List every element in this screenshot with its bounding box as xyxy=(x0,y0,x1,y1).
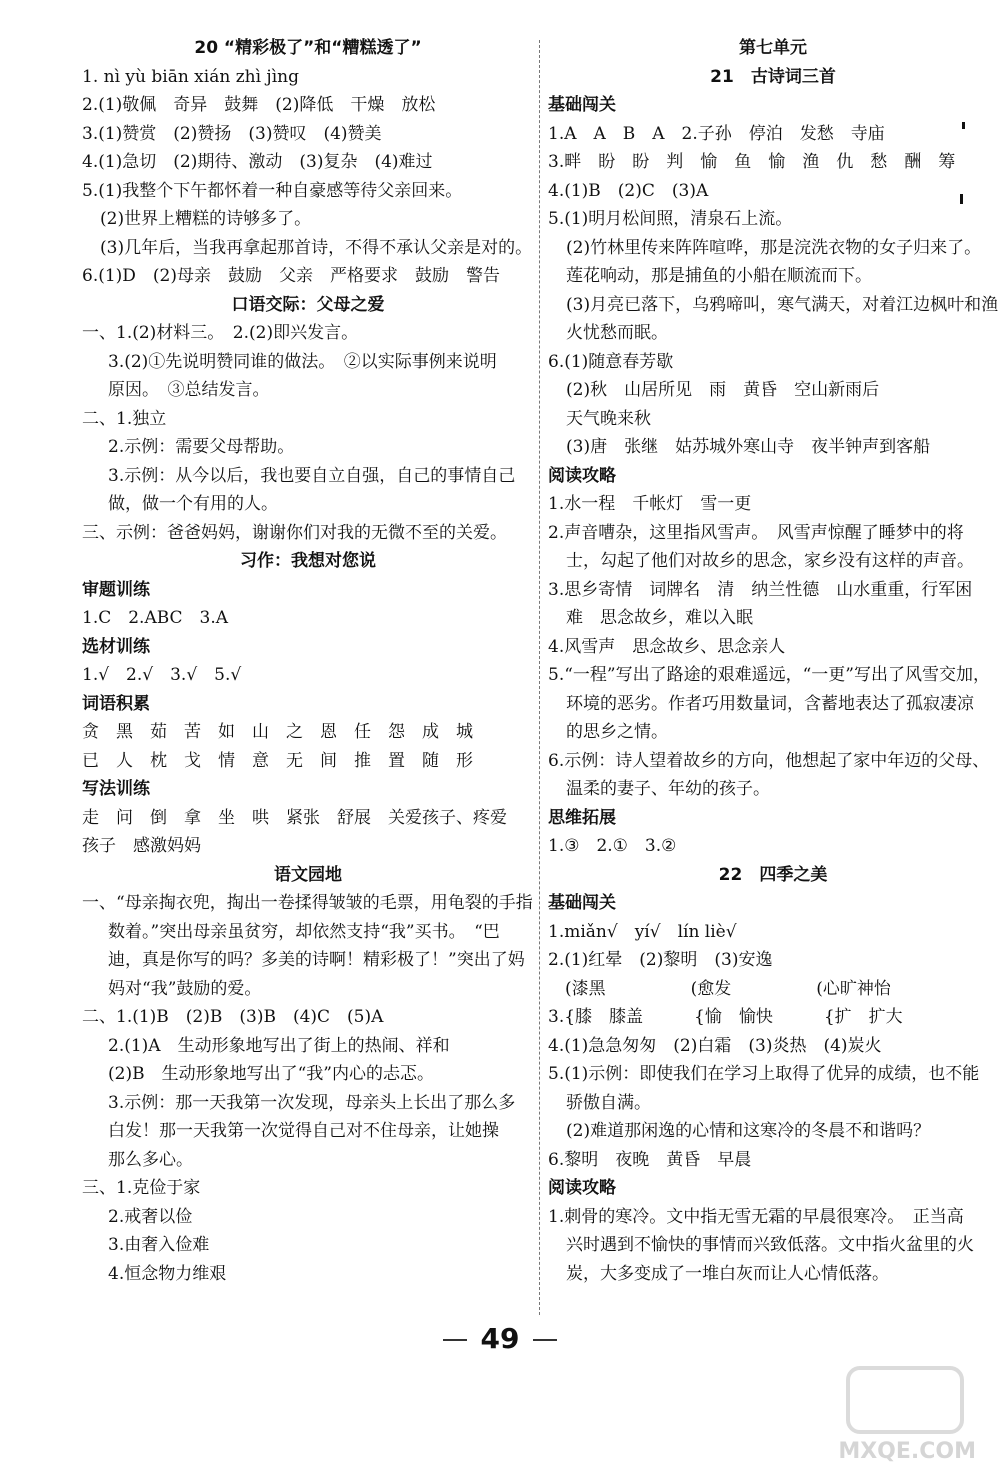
left-line: 二、1.(1)B (2)B (3)B (4)C (5)A xyxy=(82,1007,384,1027)
left-line: 一、“母亲掏衣兜，掏出一卷揉得皱皱的毛票，用龟裂的手指 xyxy=(82,893,533,913)
right-column xyxy=(548,34,998,1288)
right-line: 6.(1)随意春芳歇 xyxy=(548,351,674,372)
right-line: 6.黎明 夜晚 黄昏 早晨 xyxy=(548,1149,752,1170)
left-line: 6.(1)D (2)母亲 鼓励 父亲 严格要求 鼓励 警告 xyxy=(82,266,501,286)
right-subheading: 阅读攻略 xyxy=(548,465,616,486)
left-line: 2.戒奢以俭 xyxy=(108,1206,193,1227)
left-line: 1. nì yù biān xián zhì jìng xyxy=(82,66,299,87)
left-line: 3.(1)赞赏 (2)赞扬 (3)赞叹 (4)赞美 xyxy=(82,123,382,144)
right-line: 3.思乡寄情 词牌名 清 纳兰性德 山水重重，行军困 xyxy=(548,579,973,600)
left-line: 迪，真是你写的吗？多美的诗啊！精彩极了！”突出了妈 xyxy=(108,950,525,970)
left-line: 做，做一个有用的人。 xyxy=(108,494,278,514)
left-line: 5.(1)我整个下午都怀着一种自豪感等待父亲回来。 xyxy=(82,180,463,201)
left-line: 二、1.独立 xyxy=(82,408,167,429)
left-line: 已 人 枕 戈 情 意 无 间 推 置 随 形 xyxy=(82,750,473,771)
left-line: 妈对“我”鼓励的爱。 xyxy=(108,978,262,999)
right-subheading: 思维拓展 xyxy=(548,807,616,828)
left-line: (2)世界上糟糕的诗够多了。 xyxy=(100,209,312,229)
left-line: 一、1.(2)材料三。 2.(2)即兴发言。 xyxy=(82,323,359,343)
right-line: 5.“一程”写出了路途的艰难遥远，“一更”写出了风雪交加， xyxy=(548,665,990,685)
right-line: 温柔的妻子、年幼的孩子。 xyxy=(566,779,770,799)
right-line: 2.声音嘈杂，这里指风雪声。 风雪声惊醒了睡梦中的将 xyxy=(548,522,964,543)
left-line: 数着。”突出母亲虽贫穷，却依然支持“我”买书。 “巴 xyxy=(108,921,500,942)
left-line: 2.(1)A 生动形象地写出了街上的热闹、祥和 xyxy=(108,1035,450,1056)
right-line: 3.{膝 膝盖 {愉 愉快 {扩 扩大 xyxy=(548,1007,903,1027)
right-line: 1.A A B A 2.子孙 停泊 发愁 寺庙 xyxy=(548,123,885,144)
right-line: 难 思念故乡，难以入眠 xyxy=(566,608,753,628)
scan-speck xyxy=(960,194,963,204)
right-line: (2)竹林里传来阵阵喧哗，那是浣洗衣物的女子归来了。 xyxy=(566,237,982,258)
right-line: 士，勾起了他们对故乡的思念，家乡没有这样的声音。 xyxy=(566,551,974,571)
right-line: 火忧愁而眠。 xyxy=(566,323,668,343)
left-subheading: 词语积累 xyxy=(82,693,150,714)
left-line: 白发！那一天我第一次觉得自己对不住母亲，让她操 xyxy=(108,1121,499,1141)
left-line: 4.(1)急切 (2)期待、激动 (3)复杂 (4)难过 xyxy=(82,152,433,172)
left-section-title: 20 “精彩极了”和“糟糕透了” xyxy=(194,38,422,58)
right-line: 的思乡之情。 xyxy=(566,722,668,742)
scan-speck xyxy=(962,122,965,129)
page-number: 49 xyxy=(480,1322,520,1355)
column-divider xyxy=(539,40,540,1315)
left-subheading: 写法训练 xyxy=(82,779,150,799)
left-line: 贪 黑 茹 苦 如 山 之 恩 任 怨 成 城 xyxy=(82,722,473,742)
left-line: 原因。 ③总结发言。 xyxy=(108,380,270,400)
left-line: 3.(2)①先说明赞同谁的做法。 ②以实际事例来说明 xyxy=(108,351,497,372)
right-line: 天气晚来秋 xyxy=(566,408,651,429)
left-line: (2)B 生动形象地写出了“我”内心的忐忑。 xyxy=(108,1064,434,1084)
right-line: (漆黑 (愈发 (心旷神怡 xyxy=(548,978,891,999)
right-subheading: 基础闯关 xyxy=(548,893,616,913)
right-line: (2)秋 山居所见 雨 黄昏 空山新雨后 xyxy=(566,380,880,400)
right-line: (2)难道那闲逸的心情和这寒冷的冬晨不和谐吗？ xyxy=(566,1121,931,1141)
right-line: 1.刺骨的寒冷。文中指无雪无霜的早晨很寒冷。 正当高 xyxy=(548,1206,964,1227)
right-line: 4.(1)急急匆匆 (2)白霜 (3)炎热 (4)炭火 xyxy=(548,1035,882,1056)
left-subheading: 审题训练 xyxy=(82,579,150,600)
left-line: 1.√ 2.√ 3.√ 5.√ xyxy=(82,665,242,685)
left-section-title: 口语交际：父母之爱 xyxy=(231,294,385,315)
left-line: 走 问 倒 拿 坐 哄 紧张 舒展 关爱孩子、疼爱 xyxy=(82,807,507,828)
left-line: 2.(1)敬佩 奇异 鼓舞 (2)降低 干燥 放松 xyxy=(82,95,436,115)
right-line: 1.miǎn√ yí√ lín liè√ xyxy=(548,921,737,942)
left-line: 3.由奢入俭难 xyxy=(108,1235,210,1255)
left-line: 1.C 2.ABC 3.A xyxy=(82,608,229,628)
watermark-logo xyxy=(826,1364,976,1464)
right-line: 2.(1)红晕 (2)黎明 (3)安逸 xyxy=(548,950,773,970)
right-line: 5.(1)明月松间照，清泉石上流。 xyxy=(548,209,793,229)
left-line: 3.示例：那一天我第一次发现，母亲头上长出了那么多 xyxy=(108,1092,516,1113)
right-line: (3)月亮已落下，乌鸦啼叫，寒气满天，对着江边枫叶和渔 xyxy=(566,294,998,315)
right-line: 骄傲自满。 xyxy=(566,1092,651,1113)
left-line: 4.恒念物力维艰 xyxy=(108,1263,227,1284)
left-section-title: 习作：我想对您说 xyxy=(240,551,376,571)
left-line: 三、1.克俭于家 xyxy=(82,1178,201,1198)
right-section-title: 21 古诗词三首 xyxy=(710,66,836,87)
right-line: 3.畔 盼 盼 判 愉 鱼 愉 渔 仇 愁 酬 筹 xyxy=(548,152,956,172)
left-line: 三、示例：爸爸妈妈，谢谢你们对我的无微不至的关爱。 xyxy=(82,522,507,543)
left-line: 那么多心。 xyxy=(108,1149,193,1170)
right-line: 5.(1)示例：即使我们在学习上取得了优异的成绩，也不能 xyxy=(548,1064,980,1084)
right-line: 4.(1)B (2)C (3)A xyxy=(548,180,709,201)
left-line: 3.示例：从今以后，我也要自立自强，自己的事情自己 xyxy=(108,465,516,486)
left-subheading: 选材训练 xyxy=(82,636,150,657)
page-footer xyxy=(0,1322,1000,1355)
right-line: 莲花响动，那是捕鱼的小船在顺流而下。 xyxy=(566,266,872,286)
right-line: (3)唐 张继 姑苏城外寒山寺 夜半钟声到客船 xyxy=(566,437,931,457)
left-line: 孩子 感激妈妈 xyxy=(82,836,201,856)
left-section-title: 语文园地 xyxy=(274,864,342,885)
right-line: 1.③ 2.① 3.② xyxy=(548,836,677,856)
right-section-title: 22 四季之美 xyxy=(718,864,828,885)
right-subheading: 基础闯关 xyxy=(548,95,616,115)
right-subheading: 阅读攻略 xyxy=(548,1178,616,1198)
right-line: 兴时遇到不愉快的事情而兴致低落。文中指火盆里的火 xyxy=(566,1235,974,1255)
right-line: 1.水一程 千帐灯 雪一更 xyxy=(548,494,752,514)
right-line: 环境的恶劣。作者巧用数量词，含蓄地表达了孤寂凄凉 xyxy=(566,693,974,714)
right-line: 6.示例：诗人望着故乡的方向，他想起了家中年迈的父母、 xyxy=(548,750,990,771)
left-column xyxy=(82,34,534,1288)
right-line: 炭，大多变成了一堆白灰而让人心情低落。 xyxy=(566,1263,889,1284)
left-dash xyxy=(443,1339,467,1341)
right-section-title: 第七单元 xyxy=(739,38,807,58)
watermark-icon xyxy=(846,1366,964,1434)
left-line: (3)几年后，当我再拿起那首诗，不得不承认父亲是对的。 xyxy=(100,237,533,258)
right-line: 4.风雪声 思念故乡、思念亲人 xyxy=(548,636,786,657)
left-line: 2.示例：需要父母帮助。 xyxy=(108,437,295,457)
watermark-text: MXQE.COM xyxy=(838,1439,976,1464)
right-dash xyxy=(533,1339,557,1341)
